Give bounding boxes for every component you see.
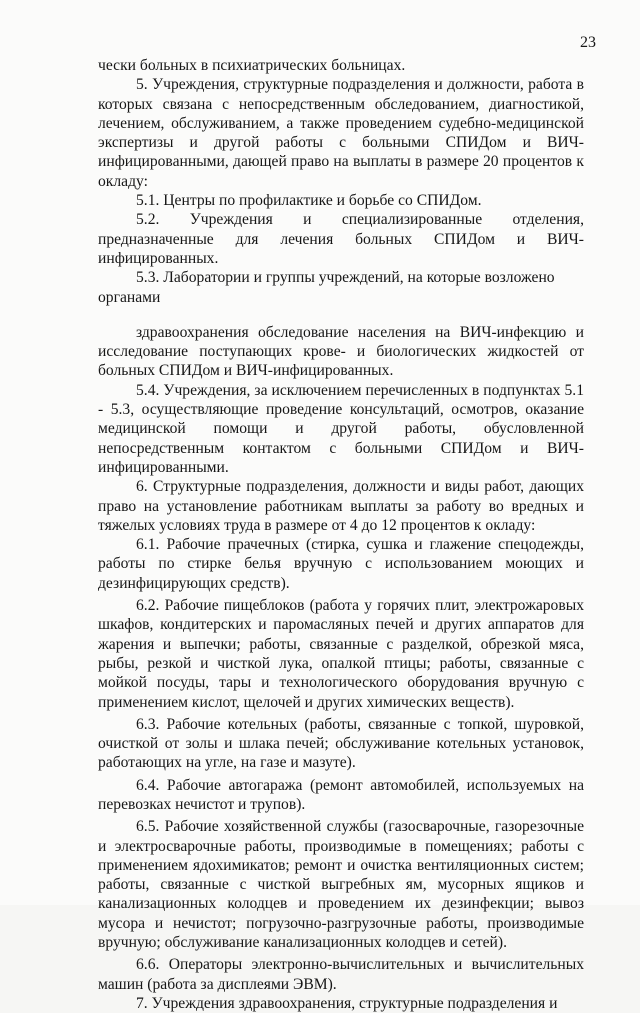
paragraph-item-6-6: 6.6. Операторы электронно-вычислительных и вычислительных машин (работа за дисплеями ЭВМ). — [98, 956, 584, 993]
page-number: 23 — [580, 34, 596, 51]
paragraph-item-6-3: 6.3. Рабочие котельных (работы, связанные с топкой, шуровкой, очисткой от золы и шлака печей; обслуживание котельных установок, работающих на угле, на газе и мазуте). — [98, 715, 584, 772]
paragraph-item-5-1: 5.1. Центры по профилактике и борьбе со СПИДом. — [136, 192, 482, 210]
paragraph-item-6-5: 6.5. Рабочие хозяйственной службы (газосварочные, газорезочные и электросварочные работы, производимые в помещениях; работы с применением ядохимикатов; ремонт и очистка вентиляционных систем; работы, связанные с чисткой выгребных ям, мусорных ящиков и канализационных колодцев и проведением их дезинфекции; вывоз мусора и нечистот; погрузочно-разгрузочные работы, производимые вручную; обслуживание канализационных колодцев и сетей). — [98, 818, 584, 952]
paragraph-item-7: 7. Учреждения здравоохранения, структурные подразделения и — [136, 994, 558, 1012]
paragraph-item-6: 6. Структурные подразделения, должности и виды работ, дающих право на установление работникам выплаты за работу во вредных и тяжелых условиях труда в размере от 4 до 12 процентов к окладу: — [98, 478, 584, 534]
paragraph-item-5-2: 5.2. Учреждения и специализированные отделения, предназначенные для лечения больных СПИДом и ВИЧ-инфицированных. — [98, 211, 584, 267]
paragraph-item-6-4: 6.4. Рабочие автогаража (ремонт автомобилей, используемых на перевозках нечистот и трупов). — [98, 776, 584, 813]
document-body — [98, 56, 584, 1013]
paragraph-item-6-2: 6.2. Рабочие пищеблоков (работа у горячих плит, электрожаровых шкафов, кондитерских и паромасляных печей и других аппаратов для жарения и выпечки; работы, связанные с разделкой, обрезкой мяса, рыбы, резкой и чисткой лука, опалкой птицы; работы, связанные с мойкой посуды, тары и технологического оборудования вручную с применением кислот, щелочей и других химических веществ). — [98, 597, 584, 711]
paragraph-item-5-3: 5.3. Лаборатории и группы учреждений, на которые возложено органами — [98, 269, 555, 306]
paragraph-item-5-3-cont: здравоохранения обследование населения на ВИЧ-инфекцию и исследование поступающих крове- и биологических жидкостей от больных СПИДом и ВИЧ-инфицированных. — [98, 323, 584, 380]
paragraph-item-5-4: 5.4. Учреждения, за исключением перечисленных в подпунктах 5.1 - 5.3, осуществляющие проведение консультаций, осмотров, оказание медицинской помощи и другой работы, обусловленной непосредственным контактом с больными СПИДом и ВИЧ-инфицированными. — [98, 381, 584, 476]
paragraph-item-6-1: 6.1. Рабочие прачечных (стирка, сушка и глажение спецодежды, работы по стирке белья вручную с использованием моющих и дезинфицирующих средств). — [98, 536, 584, 592]
paragraph-continuation: чески больных в психиатрических больницах. — [98, 57, 406, 74]
paragraph-item-5: 5. Учреждения, структурные подразделения и должности, работа в которых связана с непосредственным обследованием, диагностикой, лечением, обслуживанием, а также проведением судебно-медицинской экспертизы и другой работы с больными СПИДом и ВИЧ-инфицированными, дающей право на выплаты в размере 20 процентов к окладу: — [98, 76, 584, 190]
